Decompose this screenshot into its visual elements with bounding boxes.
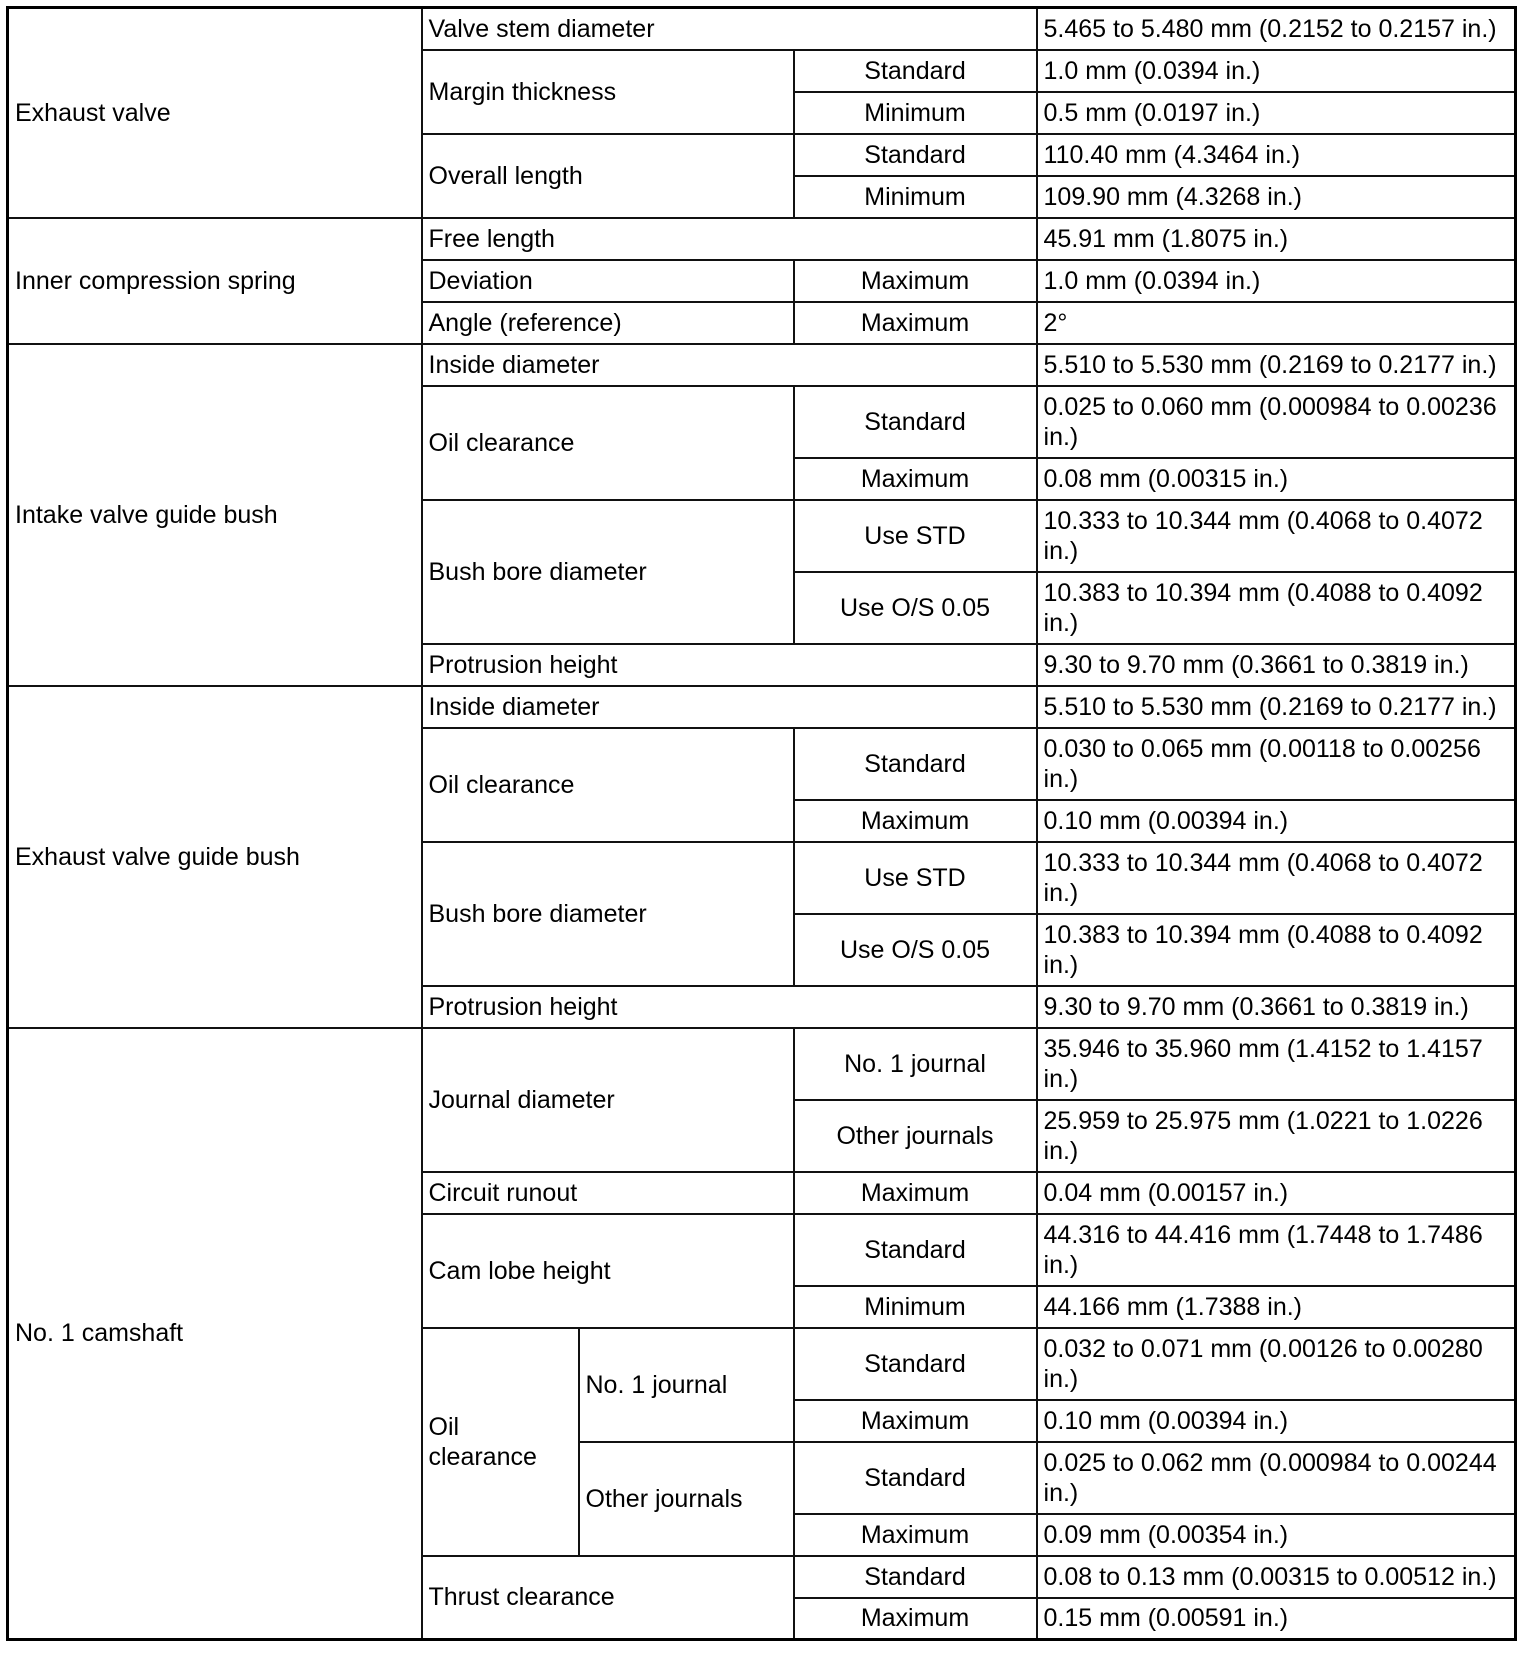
condition-cell: Standard — [794, 1442, 1037, 1514]
value-cell: 35.946 to 35.960 mm (1.4152 to 1.4157 in.) — [1037, 1028, 1516, 1100]
condition-cell: No. 1 journal — [794, 1028, 1037, 1100]
group-label: Other journals — [579, 1442, 794, 1556]
condition-cell: Standard — [794, 1556, 1037, 1598]
condition-cell: Minimum — [794, 92, 1037, 134]
condition-cell: Maximum — [794, 1400, 1037, 1442]
item-label: Bush bore diameter — [422, 842, 794, 986]
condition-cell: Use O/S 0.05 — [794, 572, 1037, 644]
table-row — [8, 218, 1516, 260]
item-label: Cam lobe height — [422, 1214, 794, 1328]
condition-cell: Maximum — [794, 1172, 1037, 1214]
value-cell: 0.08 to 0.13 mm (0.00315 to 0.00512 in.) — [1037, 1556, 1516, 1598]
value-cell: 44.316 to 44.416 mm (1.7448 to 1.7486 in.) — [1037, 1214, 1516, 1286]
value-cell: 0.15 mm (0.00591 in.) — [1037, 1598, 1516, 1640]
condition-cell: Minimum — [794, 1286, 1037, 1328]
condition-cell: Other journals — [794, 1100, 1037, 1172]
item-label: Margin thickness — [422, 50, 794, 134]
specification-table — [6, 6, 1517, 1641]
value-cell: 9.30 to 9.70 mm (0.3661 to 0.3819 in.) — [1037, 986, 1516, 1028]
item-label: Circuit runout — [422, 1172, 794, 1214]
value-cell: 5.510 to 5.530 mm (0.2169 to 0.2177 in.) — [1037, 686, 1516, 728]
condition-cell: Maximum — [794, 302, 1037, 344]
value-cell: 25.959 to 25.975 mm (1.0221 to 1.0226 in.) — [1037, 1100, 1516, 1172]
item-label: Oil clearance — [422, 386, 794, 500]
condition-cell: Maximum — [794, 1598, 1037, 1640]
condition-cell: Maximum — [794, 260, 1037, 302]
section-label-exhaust-valve: Exhaust valve — [8, 8, 422, 218]
value-cell: 2° — [1037, 302, 1516, 344]
condition-cell: Maximum — [794, 1514, 1037, 1556]
value-cell: 10.333 to 10.344 mm (0.4068 to 0.4072 in.) — [1037, 842, 1516, 914]
condition-cell: Standard — [794, 1328, 1037, 1400]
condition-cell: Standard — [794, 1214, 1037, 1286]
item-label: Protrusion height — [422, 986, 1037, 1028]
value-cell: 10.383 to 10.394 mm (0.4088 to 0.4092 in.) — [1037, 572, 1516, 644]
condition-cell: Maximum — [794, 458, 1037, 500]
value-cell: 45.91 mm (1.8075 in.) — [1037, 218, 1516, 260]
item-label: Thrust clearance — [422, 1556, 794, 1640]
condition-cell: Standard — [794, 386, 1037, 458]
item-label: Inside diameter — [422, 344, 1037, 386]
condition-cell: Maximum — [794, 800, 1037, 842]
condition-cell: Standard — [794, 134, 1037, 176]
item-label: Protrusion height — [422, 644, 1037, 686]
item-label: Oil clearance — [422, 1328, 579, 1556]
value-cell: 5.510 to 5.530 mm (0.2169 to 0.2177 in.) — [1037, 344, 1516, 386]
value-cell: 0.025 to 0.062 mm (0.000984 to 0.00244 in.) — [1037, 1442, 1516, 1514]
condition-cell: Standard — [794, 728, 1037, 800]
item-label: Overall length — [422, 134, 794, 218]
value-cell: 0.030 to 0.065 mm (0.00118 to 0.00256 in.) — [1037, 728, 1516, 800]
item-label: Journal diameter — [422, 1028, 794, 1172]
condition-cell: Minimum — [794, 176, 1037, 218]
value-cell: 0.032 to 0.071 mm (0.00126 to 0.00280 in.) — [1037, 1328, 1516, 1400]
item-label: Oil clearance — [422, 728, 794, 842]
item-label: Valve stem diameter — [422, 8, 1037, 50]
condition-cell: Use STD — [794, 842, 1037, 914]
condition-cell: Use O/S 0.05 — [794, 914, 1037, 986]
value-cell: 0.5 mm (0.0197 in.) — [1037, 92, 1516, 134]
value-cell: 44.166 mm (1.7388 in.) — [1037, 1286, 1516, 1328]
section-label-inner-compression-spring: Inner compression spring — [8, 218, 422, 344]
value-cell: 10.333 to 10.344 mm (0.4068 to 0.4072 in.) — [1037, 500, 1516, 572]
table-row — [8, 344, 1516, 386]
value-cell: 0.09 mm (0.00354 in.) — [1037, 1514, 1516, 1556]
value-cell: 0.08 mm (0.00315 in.) — [1037, 458, 1516, 500]
value-cell: 110.40 mm (4.3464 in.) — [1037, 134, 1516, 176]
table-row — [8, 8, 1516, 50]
item-label: Bush bore diameter — [422, 500, 794, 644]
condition-cell: Standard — [794, 50, 1037, 92]
value-cell: 1.0 mm (0.0394 in.) — [1037, 50, 1516, 92]
section-label-exhaust-valve-guide-bush: Exhaust valve guide bush — [8, 686, 422, 1028]
item-label: Deviation — [422, 260, 794, 302]
item-label: Angle (reference) — [422, 302, 794, 344]
value-cell: 9.30 to 9.70 mm (0.3661 to 0.3819 in.) — [1037, 644, 1516, 686]
table-row — [8, 686, 1516, 728]
item-label: Inside diameter — [422, 686, 1037, 728]
value-cell: 0.10 mm (0.00394 in.) — [1037, 800, 1516, 842]
value-cell: 109.90 mm (4.3268 in.) — [1037, 176, 1516, 218]
section-label-no1-camshaft: No. 1 camshaft — [8, 1028, 422, 1640]
value-cell: 1.0 mm (0.0394 in.) — [1037, 260, 1516, 302]
group-label: No. 1 journal — [579, 1328, 794, 1442]
value-cell: 0.025 to 0.060 mm (0.000984 to 0.00236 in.) — [1037, 386, 1516, 458]
condition-cell: Use STD — [794, 500, 1037, 572]
item-label: Free length — [422, 218, 1037, 260]
table-row — [8, 1028, 1516, 1100]
value-cell: 5.465 to 5.480 mm (0.2152 to 0.2157 in.) — [1037, 8, 1516, 50]
value-cell: 0.10 mm (0.00394 in.) — [1037, 1400, 1516, 1442]
value-cell: 0.04 mm (0.00157 in.) — [1037, 1172, 1516, 1214]
section-label-intake-valve-guide-bush: Intake valve guide bush — [8, 344, 422, 686]
value-cell: 10.383 to 10.394 mm (0.4088 to 0.4092 in.) — [1037, 914, 1516, 986]
